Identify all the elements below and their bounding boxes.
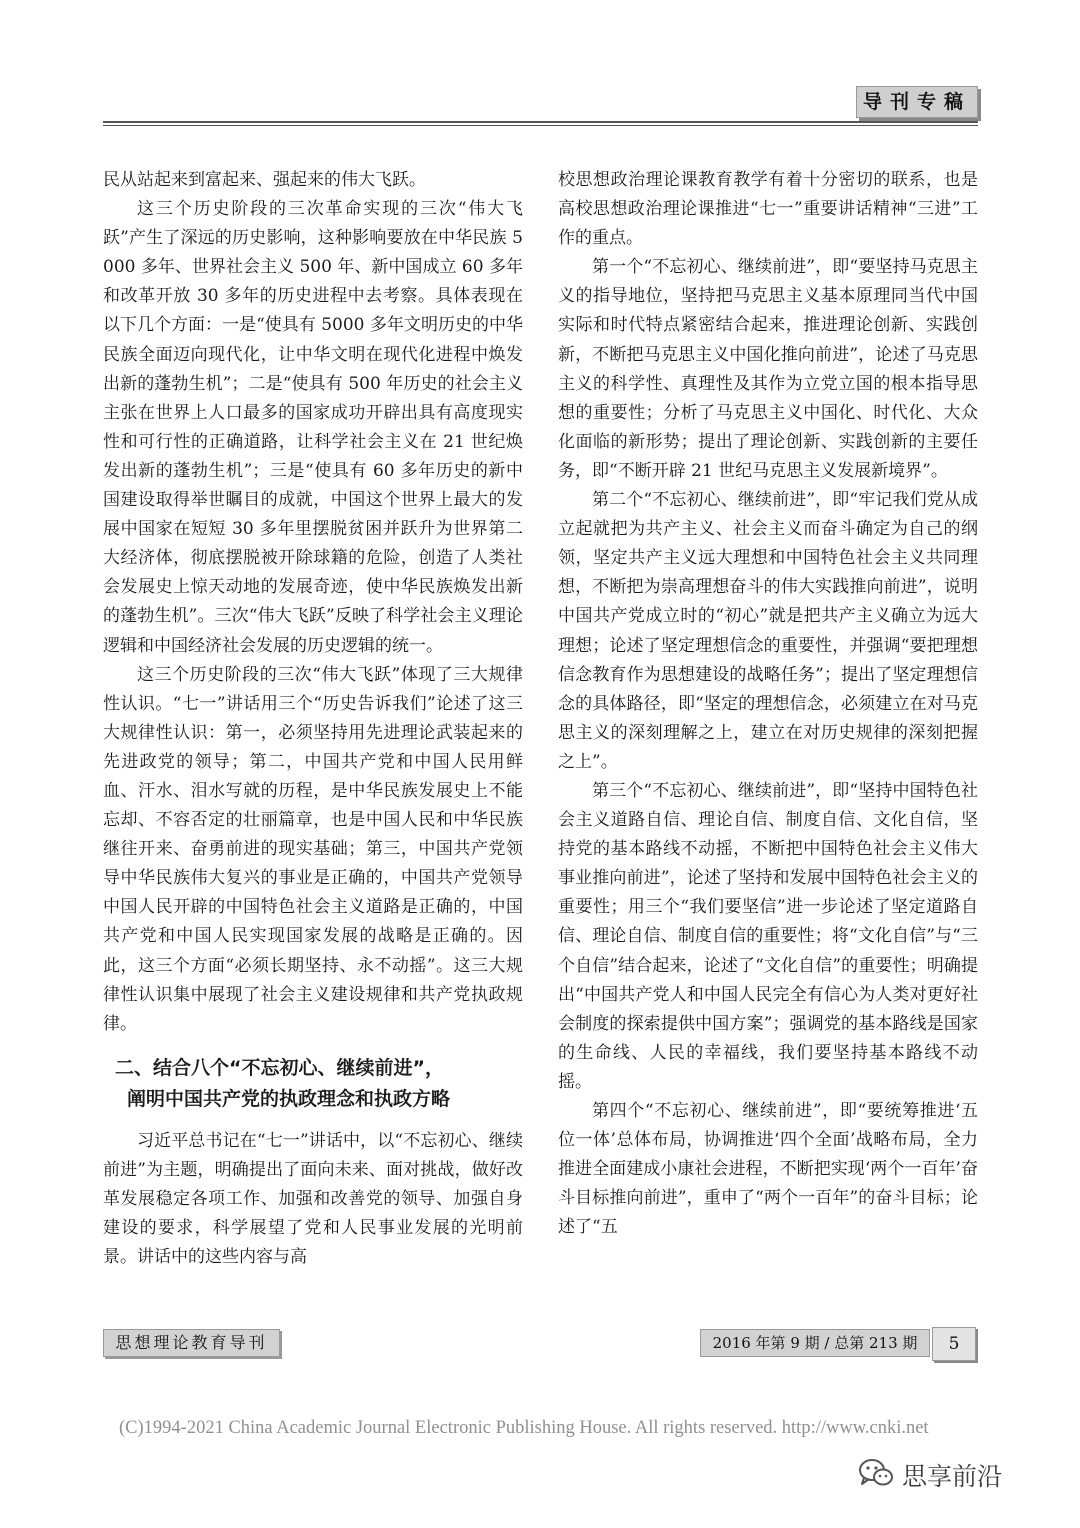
paragraph: 这三个历史阶段的三次“伟大飞跃”体现了三大规律性认识。“七一”讲话用三个“历史告诉我们”论述了这三大规律性认识：第一，必须坚持用先进理论武装起来的先进政党的领导；第二，中国共产党和中国人民用鲜血、汗水、泪水写就的历程，是中华民族发展史上不能忘却、不容否定的壮丽篇章，也是中国人民和中华民族继往开来、奋勇前进的现实基础；第三，中国共产党领导中华民族伟大复兴的事业是正确的，中国共产党领导中国人民开辟的中国特色社会主义道路是正确的，中国共产党和中国人民实现国家发展的战略是正确的。因此，这三个方面“必须长期坚持、永不动摇”。这三大规律性认识集中展现了社会主义建设规律和共产党执政规律。: [103, 664, 523, 1034]
paragraph: 第一个“不忘初心、继续前进”，即“要坚持马克思主义的指导地位，坚持把马克思主义基本原理同当代中国实际和时代特点紧密结合起来，推进理论创新、实践创新，不断把马克思主义中国化推向前进”，论述了马克思主义的科学性、真理性及其作为立党立国的根本指导思想的重要性；分析了马克思主义中国化、时代化、大众化面临的新形势；提出了理论创新、实践创新的主要任务，即“不断开辟 21 世纪马克思主义发展新境界”。: [558, 257, 978, 481]
right-column: [558, 166, 978, 1242]
page-number: 5: [932, 1327, 976, 1361]
wechat-icon: [858, 1458, 894, 1492]
section-heading-line: 二、结合八个“不忘初心、继续前进”，: [115, 1056, 444, 1079]
paragraph: 第二个“不忘初心、继续前进”，即“牢记我们党从成立起就把为共产主义、社会主义而奋斗确定为自己的纲领，坚定共产主义远大理想和中国特色社会主义共同理想，不断把为崇高理想奋斗的伟大实践推向前进”，说明中国共产党成立时的“初心”就是把共产主义确立为远大理想；论述了坚定理想信念的重要性，并强调“要把理想信念教育作为思想建设的战略任务”；提出了坚定理想信念的具体路径，即“坚定的理想信念，必须建立在对马克思主义的深刻理解之上，建立在对历史规律的深刻把握之上”。: [558, 490, 978, 772]
paragraph: 第三个“不忘初心、继续前进”，即“坚持中国特色社会主义道路自信、理论自信、制度自信、文化自信，坚持党的基本路线不动摇，不断把中国特色社会主义伟大事业推向前进”，论述了坚持和发展中国特色社会主义的重要性；用三个“我们要坚信”进一步论述了坚定道路自信、理论自信、制度自信的重要性；将“文化自信”与“三个自信”结合起来，论述了“文化自信”的重要性；明确提出“中国共产党人和中国人民完全有信心为人类对更好社会制度的探索提供中国方案”；强调党的基本路线是国家的生命线、人民的幸福线，我们要坚持基本路线不动摇。: [558, 780, 978, 1092]
paragraph: 这三个历史阶段的三次革命实现的三次“伟大飞跃”产生了深远的历史影响，这种影响要放在中华民族 5000 多年、世界社会主义 500 年、新中国成立 60 多年和改革开放 30 多年的历史进程中去考察。具体表现在以下几个方面：一是“使具有 5000 多年文明历史的中华民族全面迈向现代化，让中华文明在现代化进程中焕发出新的蓬勃生机”；二是“使具有 500 年历史的社会主义主张在世界上人口最多的国家成功开辟出具有高度现实性和可行性的正确道路，让科学社会主义在 21 世纪焕发出新的蓬勃生机”；三是“使具有 60 多年历史的新中国建设取得举世瞩目的成就，中国这个世界上最大的发展中国家在短短 30 多年里摆脱贫困并跃升为世界第二大经济体，彻底摆脱被开除球籍的危险，创造了人类社会发展史上惊天动地的发展奇迹，使中华民族焕发出新的蓬勃生机”。三次“伟大飞跃”反映了科学社会主义理论逻辑和中国经济社会发展的历史逻辑的统一。: [103, 199, 523, 656]
paragraph: 习近平总书记在“七一”讲话中，以“不忘初心、继续前进”为主题，明确提出了面向未来、面对挑战，做好改革发展稳定各项工作、加强和改善党的领导、加强自身建设的要求，科学展望了党和人民事业发展的光明前景。讲话中的这些内容与高: [103, 1130, 523, 1268]
paragraph: 校思想政治理论课教育教学有着十分密切的联系，也是高校思想政治理论课推进“七一”重要讲话精神“三进”工作的重点。: [558, 170, 978, 249]
copyright-notice: (C)1994-2021 China Academic Journal Electronic Publishing House. All rights reserved. http://www.cnki.net: [119, 1418, 929, 1438]
left-column: [103, 166, 523, 1272]
journal-name: 思想理论教育导刊: [103, 1329, 280, 1357]
watermark-text: 思享前沿: [902, 1462, 1003, 1491]
issue-info: 2016 年第 9 期 / 总第 213 期: [700, 1329, 930, 1357]
section-heading: [103, 1053, 523, 1115]
header-rule: [103, 121, 978, 123]
section-heading-line: 阐明中国共产党的执政理念和执政方略: [127, 1087, 451, 1110]
paragraph: 第四个“不忘初心、继续前进”，即“要统筹推进‘五位一体’总体布局，协调推进‘四个全面’战略布局，全力推进全面建成小康社会进程，不断把实现‘两个一百年’奋斗目标推向前进”，重申了“两个一百年”的奋斗目标；论述了“五: [558, 1101, 978, 1238]
header-rule-thin: [103, 125, 978, 126]
section-tag: 导刊专稿: [856, 86, 978, 118]
paragraph: 民从站起来到富起来、强起来的伟大飞跃。: [103, 170, 426, 190]
watermark: [858, 1455, 1002, 1495]
